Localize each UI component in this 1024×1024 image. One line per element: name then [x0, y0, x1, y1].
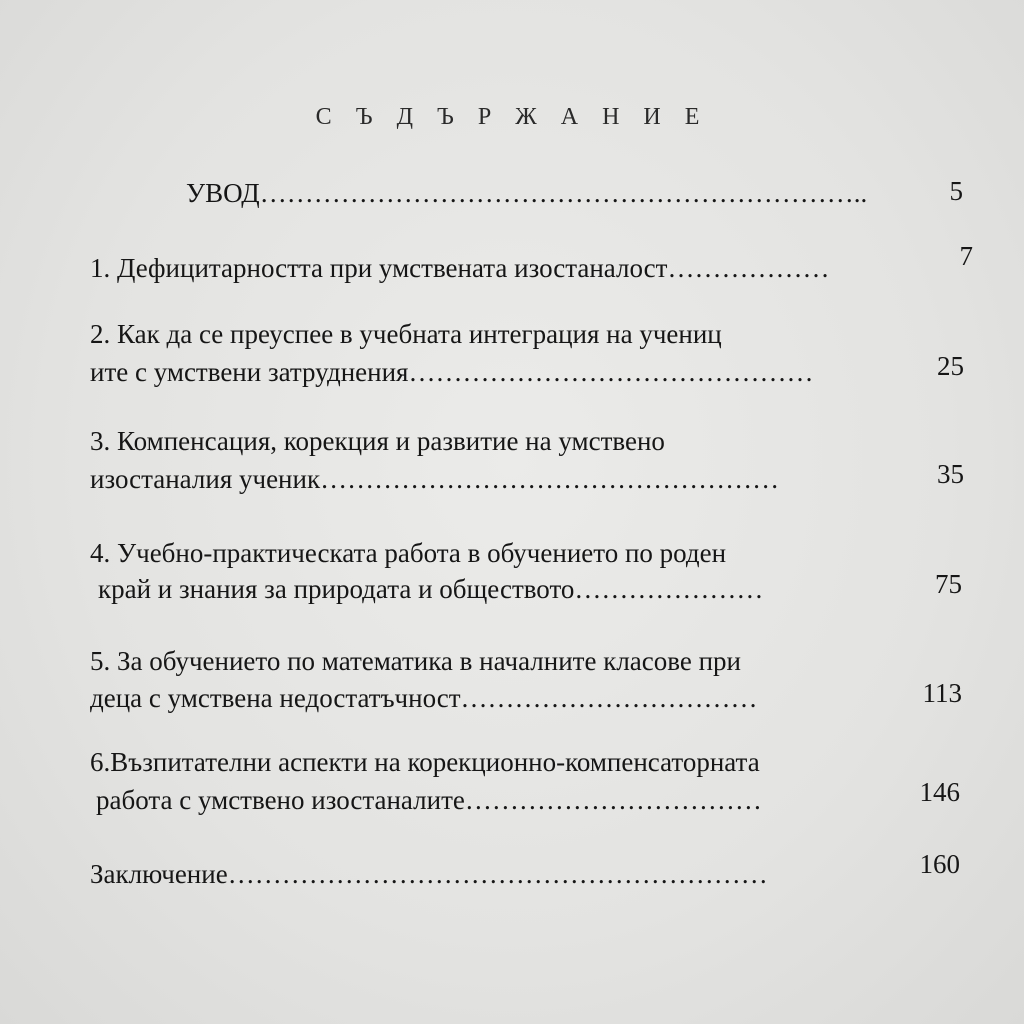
toc-entry-2-line-2: ите с умствени затруднения………………………………………: [90, 357, 814, 387]
toc-entry-2-line-1: 2. Как да се преуспее в учебната интеграция на учениц: [90, 319, 722, 349]
toc-entry-1: 1. Дефицитарността при умствената изостаналост………………: [90, 253, 830, 283]
toc-page-number: 146: [919, 777, 960, 807]
page-title: С Ъ Д Ъ Р Ж А Н И Е: [315, 104, 709, 130]
toc-page-number: 113: [922, 678, 962, 708]
toc-page-number: 160: [919, 849, 960, 879]
toc-entry-4-line-2: край и знания за природата и обществото…………………: [98, 574, 764, 604]
toc-entry-5-line-1: 5. За обучението по математика в началните класове при: [90, 646, 741, 676]
toc-page-number: 5: [949, 176, 963, 206]
toc-page-number: 35: [937, 459, 964, 489]
toc-entry-6-line-2: работа с умствено изостаналите……………………………: [96, 785, 762, 815]
toc-entry-6-line-1: 6.Възпитателни аспекти на корекционно-компенсаторната: [90, 747, 760, 777]
toc-entry-4-line-1: 4. Учебно-практическата работа в обучението по роден: [90, 538, 727, 568]
toc-page-number: 25: [937, 351, 964, 381]
toc-entry-5-line-2: деца с умствена недостатъчност……………………………: [90, 683, 758, 713]
toc-entry-3-line-1: 3. Компенсация, корекция и развитие на умствено: [90, 426, 665, 456]
toc-entry-conclusion: Заключение……………………………………………………: [90, 859, 768, 889]
toc-page-number: 7: [959, 241, 973, 271]
toc-entry-intro: УВОД…………………………………………………………..: [186, 178, 868, 208]
toc-page-number: 75: [935, 569, 962, 599]
toc-entry-3-line-2: изостаналия ученик……………………………………………: [90, 464, 780, 494]
